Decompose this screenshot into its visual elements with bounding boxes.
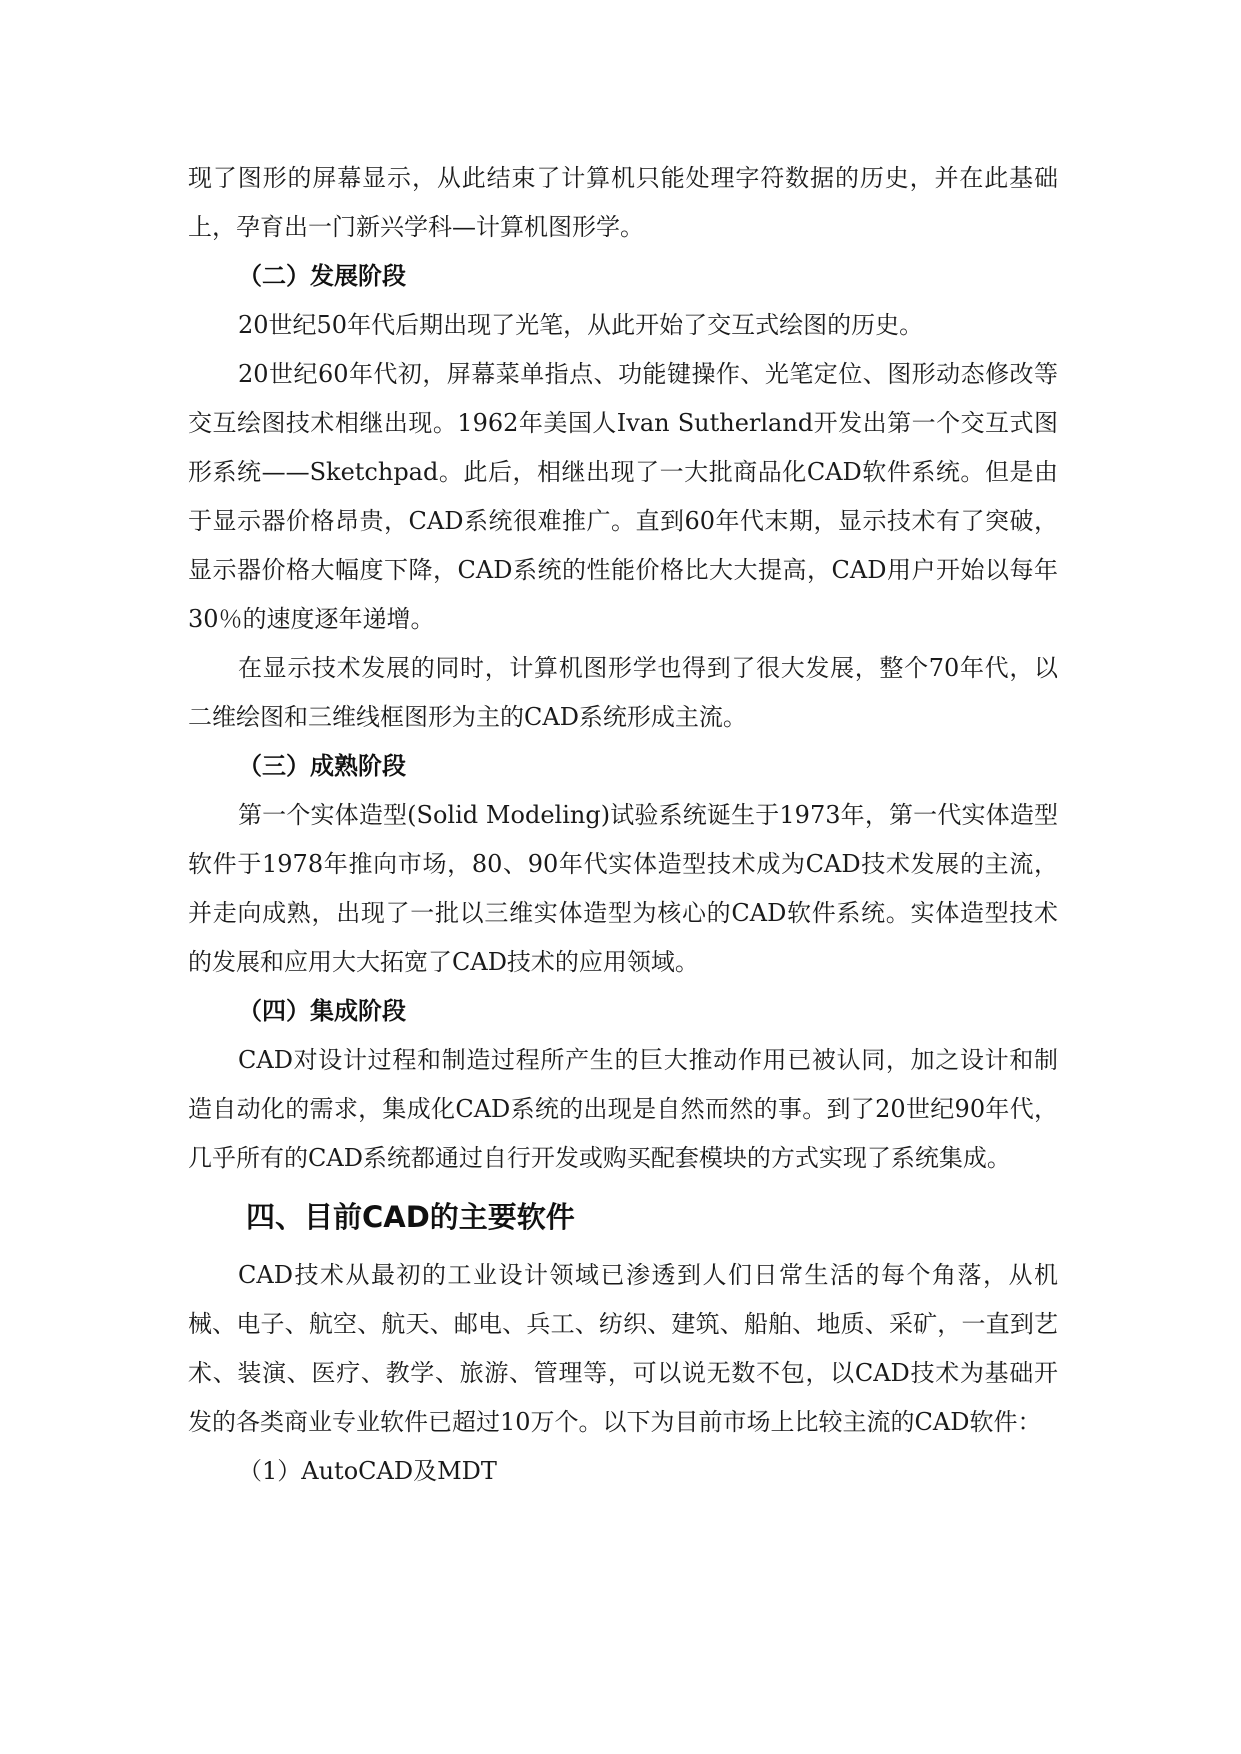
paragraph-solid-modeling: 第一个实体造型(Solid Modeling)试验系统诞生于1973年，第一代实体造型软件于1978年推向市场，80、90年代实体造型技术成为CAD技术发展的主流，并走向成熟，出现了一批以三维实体造型为核心的CAD软件系统。实体造型技术的发展和应用大大拓宽了CAD技术的应用领域。 (188, 801, 1058, 976)
paragraph-cad-applications: CAD技术从最初的工业设计领域已渗透到人们日常生活的每个角落，从机械、电子、航空、航天、邮电、兵工、纺织、建筑、船舶、地质、采矿，一直到艺术、装演、医疗、教学、旅游、管理等，可以说无数不包，以CAD技术为基础开发的各类商业专业软件已超过10万个。以下为目前市场上比较主流的CAD软件： (188, 1261, 1058, 1436)
subheading-development-stage: （二）发展阶段 (238, 262, 406, 290)
paragraph-light-pen: 20世纪50年代后期出现了光笔，从此开始了交互式绘图的历史。 (238, 311, 924, 339)
paragraph-graphics-origin: 现了图形的屏幕显示，从此结束了计算机只能处理字符数据的历史，并在此基础上，孕育出一门新兴学科—计算机图形学。 (188, 164, 1058, 241)
paragraph-integration: CAD对设计过程和制造过程所产生的巨大推动作用已被认同，加之设计和制造自动化的需求，集成化CAD系统的出现是自然而然的事。到了20世纪90年代，几乎所有的CAD系统都通过自行开发或购买配套模块的方式实现了系统集成。 (188, 1046, 1058, 1172)
section-heading-main-software: 四、目前CAD的主要软件 (246, 1200, 575, 1234)
subheading-mature-stage: （三）成熟阶段 (238, 752, 406, 780)
document-body (188, 154, 1058, 1496)
list-item-autocad: （1）AutoCAD及MDT (238, 1457, 497, 1485)
subheading-integration-stage: （四）集成阶段 (238, 997, 406, 1025)
paragraph-interactive-drawing: 20世纪60年代初，屏幕菜单指点、功能键操作、光笔定位、图形动态修改等交互绘图技术相继出现。1962年美国人Ivan Sutherland开发出第一个交互式图形系统——Sketchpad。此后，相继出现了一大批商品化CAD软件系统。但是由于显示器价格昂贵，CAD系统很难推广。直到60年代末期，显示技术有了突破，显示器价格大幅度下降，CAD系统的性能价格比大大提高，CAD用户开始以每年30％的速度逐年递增。 (188, 360, 1058, 633)
paragraph-seventies-mainstream: 在显示技术发展的同时，计算机图形学也得到了很大发展，整个70年代，以二维绘图和三维线框图形为主的CAD系统形成主流。 (188, 654, 1058, 731)
